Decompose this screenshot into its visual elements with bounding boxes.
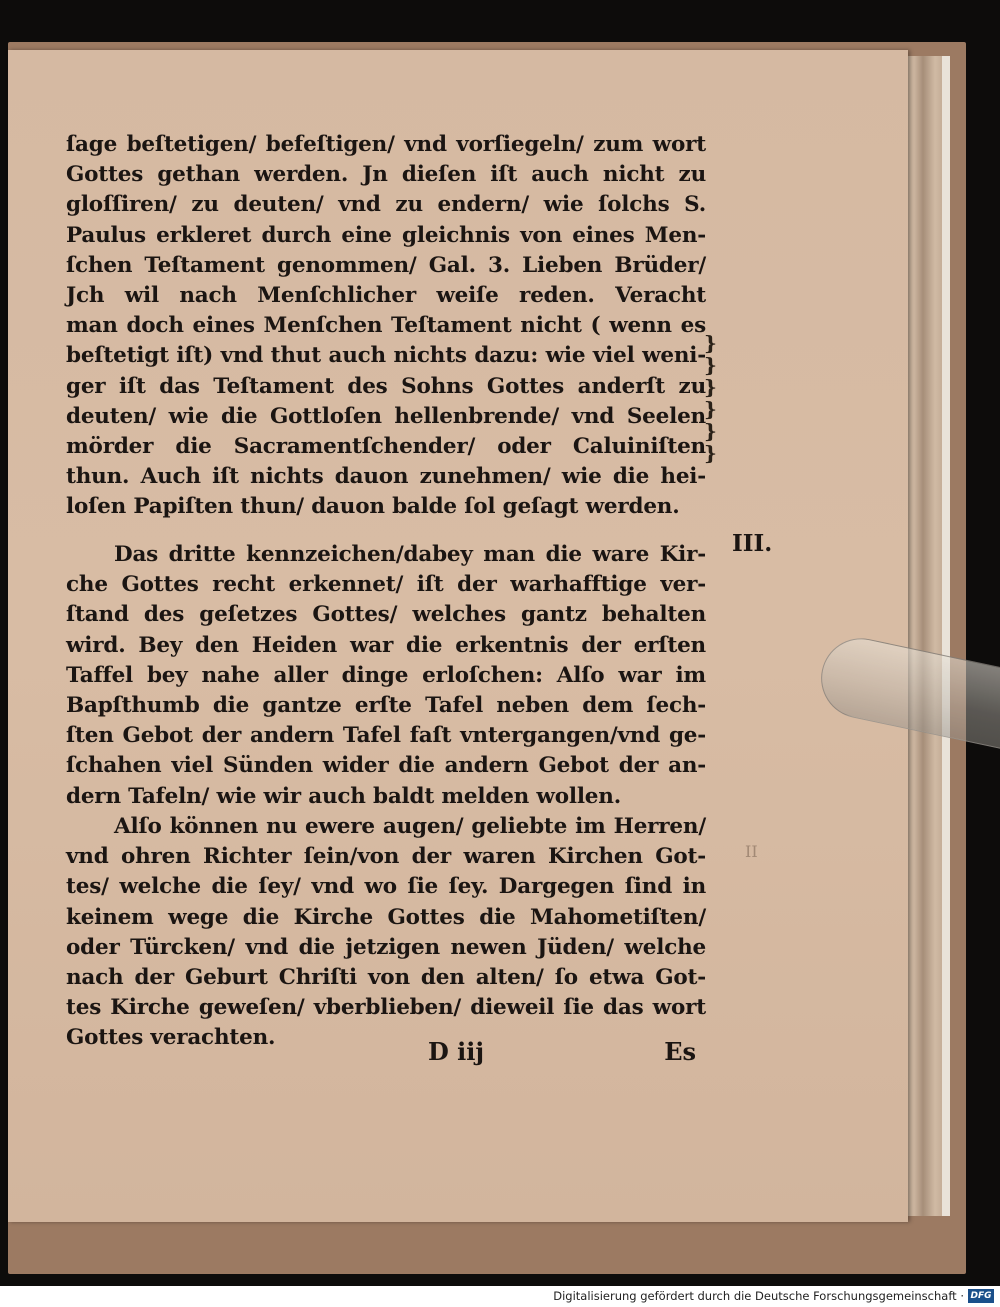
- text-line: Gottes verachten.: [66, 1025, 276, 1051]
- catchword: Es: [664, 1037, 696, 1066]
- text-line: ſchahen viel Sünden wider die andern Gebot der an-: [66, 753, 706, 779]
- page-footer: [66, 1037, 706, 1073]
- text-line: Gottes gethan werden. Jn dieſen iſt auch nicht zu: [66, 162, 706, 188]
- text-line: ſten Gebot der andern Tafel faſt vntergangen/vnd ge-: [66, 723, 706, 749]
- text-line: Paulus erkleret durch eine gleichnis von eines Men-: [66, 222, 706, 248]
- text-line: Taffel bey nahe aller dinge erloſchen: Alſo war im: [66, 662, 706, 688]
- text-line: tes/ welche die ſey/ vnd wo ſie ſey. Dargegen ſind in: [66, 874, 706, 900]
- text-line: ſchen Teſtament genommen/ Gal. 3. Lieben Brüder/: [66, 252, 706, 278]
- text-line: gloſſiren/ zu deuten/ vnd zu endern/ wie ſolchs S.: [66, 192, 706, 218]
- paragraph-1: [66, 130, 706, 522]
- dfg-logo: DFG: [968, 1289, 994, 1303]
- marginal-note: III.: [732, 530, 773, 557]
- text-line: Jch wil nach Menſchlicher weiſe reden. Veracht: [66, 282, 706, 308]
- text-line: tes Kirche geweſen/ vberblieben/ dieweil ſie das wort: [66, 995, 706, 1021]
- text-line: beſtetigt iſt) vnd thut auch nichts dazu: wie viel weni-: [66, 343, 706, 369]
- credit-text: Digitalisierung gefördert durch die Deutsche Forschungsgemeinschaft ·: [553, 1289, 964, 1303]
- text-line: oder Türcken/ vnd die jetzigen newen Jüden/ welche: [66, 934, 706, 960]
- text-line: dern Tafeln/ wie wir auch baldt melden wollen.: [66, 783, 621, 809]
- text-line: vnd ohren Richter ſein/von der waren Kirchen Got-: [66, 844, 706, 870]
- text-line: deuten/ wie die Gottloſen hellenbrende/ vnd Seelen: [66, 403, 706, 429]
- text-line: ſage beſtetigen/ befeſtigen/ vnd vorſiegeln/ zum wort: [66, 132, 706, 157]
- text-line: thun. Auch iſt nichts dauon zunehmen/ wie die hei-: [66, 464, 706, 490]
- text-line: mörder die Sacramentſchender/ oder Caluiniſten: [66, 433, 706, 459]
- text-line: ſtand des geſetzes Gottes/ welches gantz behalten: [66, 602, 706, 628]
- text-line: nach der Geburt Chriſti von den alten/ ſo etwa Got-: [66, 964, 706, 990]
- paragraph-2: [66, 540, 706, 812]
- credit-bar: [0, 1286, 1000, 1307]
- text-line: man doch eines Menſchen Teſtament nicht ( wenn es: [66, 313, 706, 339]
- text-line: keinem wege die Kirche Gottes die Mahometiſten/: [66, 904, 706, 930]
- show-through-text: II: [745, 842, 758, 861]
- text-line: Alſo können nu ewere augen/ geliebte im Herren/: [114, 814, 706, 839]
- text-line: wird. Bey den Heiden war die erkentnis der erſten: [66, 632, 706, 658]
- text-line: che Gottes recht erkennet/ iſt der warhafftige ver-: [66, 572, 706, 598]
- signature-mark: D iij: [428, 1037, 485, 1066]
- text-line: loſen Papiſten thun/ dauon balde ſol geſagt werden.: [66, 494, 680, 520]
- margin-bracket-marks: } } } } } }: [704, 331, 717, 465]
- text-line: Bapſthumb die gantze erſte Tafel neben dem ſech-: [66, 692, 706, 718]
- text-line: ger iſt das Teſtament des Sohns Gottes anderſt zu: [66, 373, 706, 399]
- text-line: Das dritte kennzeichen/dabey man die ware Kir-: [114, 542, 706, 567]
- paragraph-3: [66, 812, 706, 1054]
